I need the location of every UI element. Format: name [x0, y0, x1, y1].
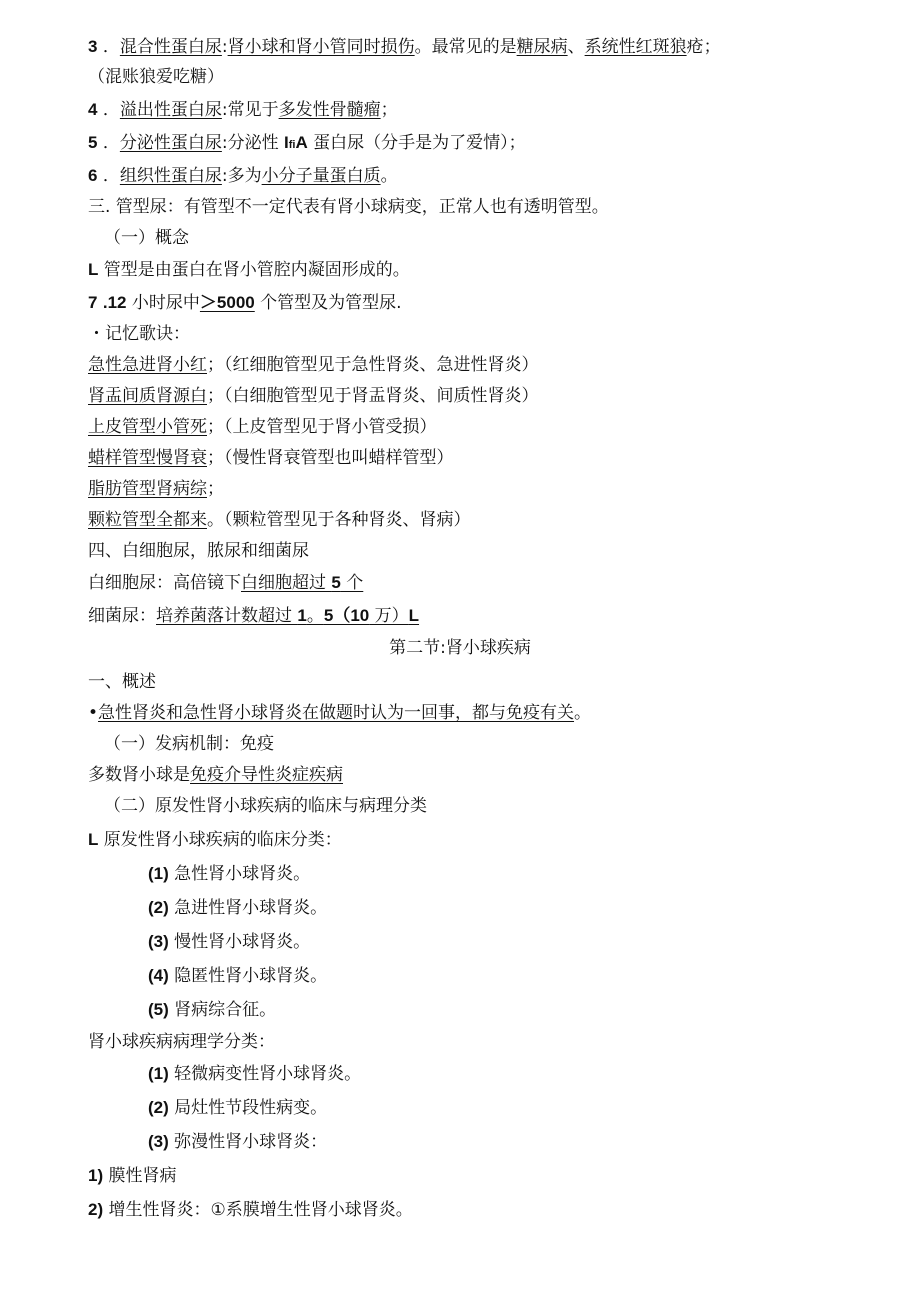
text-segment: fi — [288, 139, 296, 151]
text-segment: 局灶性节段性病变。 — [168, 1098, 328, 1118]
text-segment: 增生性肾炎：①系膜增生性肾小球肾炎。 — [103, 1200, 413, 1220]
text-segment: （一）概念 — [104, 228, 189, 248]
text-segment: ；（白细胞管型见于肾盂肾炎、间质性肾炎） — [207, 386, 539, 406]
text-segment: ； — [380, 100, 398, 120]
text-segment: 多发性骨髓瘤 — [278, 100, 381, 120]
text-segment: 原发性肾小球疾病的临床分类： — [98, 830, 342, 850]
text-line — [88, 36, 880, 58]
text-segment: (1) — [148, 1064, 169, 1083]
text-segment: 急性急进肾小红 — [88, 355, 207, 375]
text-segment: 第二节:肾小球疾病 — [389, 638, 531, 658]
text-segment: 急性肾炎和急性肾小球肾炎在做题时认为一回事，都与免疫有关 — [98, 703, 575, 723]
text-segment: 7 — [88, 293, 98, 312]
text-segment: 5（10 — [323, 606, 370, 625]
text-segment: .12 — [102, 293, 127, 312]
text-segment: 1 — [297, 606, 307, 625]
text-segment: (3) — [148, 1132, 169, 1151]
text-segment: ． — [97, 166, 120, 186]
text-segment: 肾小球和肾小管同时损伤 — [227, 37, 415, 57]
text-segment: 组织性蛋白尿 — [119, 166, 222, 186]
text-segment: 肾小球疾病病理学分类： — [88, 1032, 275, 1052]
text-segment: 培养菌落计数超过 — [156, 606, 298, 626]
text-segment: ． — [97, 133, 120, 153]
text-line — [88, 1031, 880, 1053]
text-segment: 6 — [88, 166, 98, 185]
text-segment: 小分子量蛋白质 — [261, 166, 381, 186]
text-line — [88, 165, 880, 187]
list-item — [148, 931, 880, 953]
text-segment: (1) — [148, 864, 169, 883]
text-segment: (2) — [148, 898, 169, 917]
text-segment: 万） — [369, 606, 409, 626]
text-segment: ． — [97, 37, 120, 57]
text-segment: 隐匿性肾小球肾炎。 — [168, 966, 328, 986]
text-line — [88, 478, 880, 500]
text-segment: 。 — [574, 703, 592, 723]
text-segment: 、 — [567, 37, 585, 57]
text-segment: 一、概述 — [88, 672, 156, 692]
text-line — [88, 323, 880, 345]
text-segment: 糖尿病 — [516, 37, 568, 57]
text-segment: 四、白细胞尿，脓尿和细菌尿 — [88, 541, 309, 561]
text-line — [88, 354, 880, 376]
text-segment: 轻微病变性肾小球肾炎。 — [168, 1064, 362, 1084]
text-segment: 脂肪管型肾病综 — [88, 479, 207, 499]
text-segment: L — [88, 260, 99, 279]
text-segment: ；（上皮管型见于肾小管受损） — [207, 417, 437, 437]
text-segment: A — [295, 133, 308, 152]
text-line — [88, 540, 880, 562]
text-segment: （混账狼爱吃糖） — [88, 67, 224, 87]
text-segment: ；（慢性肾衰管型也叫蜡样管型） — [207, 448, 454, 468]
text-segment: ． — [97, 100, 120, 120]
text-segment: 肾盂间质肾源白 — [88, 386, 207, 406]
text-segment: : — [221, 37, 228, 57]
text-segment: 弥漫性肾小球肾炎： — [168, 1132, 328, 1152]
text-segment: 3 — [88, 37, 98, 56]
list-item — [148, 863, 880, 885]
list-item — [148, 1063, 880, 1085]
text-segment: 。 — [306, 606, 324, 626]
section-heading — [0, 637, 920, 659]
list-item — [148, 897, 880, 919]
text-segment: 蛋白尿（分手是为了爱情）； — [307, 133, 526, 153]
text-segment: • — [88, 703, 99, 723]
text-segment: 4 — [88, 100, 98, 119]
text-segment: L — [88, 830, 99, 849]
text-segment: 。 — [380, 166, 398, 186]
text-segment: 肾病综合征。 — [168, 1000, 277, 1020]
text-segment: 管型是由蛋白在肾小管腔内凝固形成的。 — [98, 260, 410, 280]
text-line — [88, 447, 880, 469]
text-segment: L — [408, 606, 420, 625]
text-segment: 系统性红斑狼 — [584, 37, 687, 57]
text-segment: 免疫介导性炎症疾病 — [190, 765, 343, 785]
list-item — [148, 999, 880, 1021]
text-segment: (3) — [148, 932, 169, 951]
text-segment: 白细胞超过 — [241, 573, 332, 593]
text-line — [88, 66, 880, 88]
list-item — [88, 1199, 880, 1221]
list-item — [148, 1097, 880, 1119]
text-line — [104, 227, 880, 249]
text-segment: 1) — [88, 1166, 104, 1185]
text-line — [88, 829, 880, 851]
text-segment: (2) — [148, 1098, 169, 1117]
text-line — [88, 605, 880, 627]
text-line — [88, 509, 880, 531]
list-item — [88, 1165, 880, 1187]
text-segment: 分泌性蛋白尿 — [119, 133, 222, 153]
text-line — [88, 671, 880, 693]
text-segment: 混合性蛋白尿 — [119, 37, 222, 57]
text-line — [88, 292, 880, 314]
text-line — [88, 196, 880, 218]
text-segment: 急进性肾小球肾炎。 — [168, 898, 328, 918]
text-line — [88, 99, 880, 121]
text-segment: 个管型及为管型尿. — [254, 293, 402, 313]
text-segment: :分泌性 — [221, 133, 285, 153]
text-segment: 膜性肾病 — [103, 1166, 177, 1186]
text-segment: 慢性肾小球肾炎。 — [168, 932, 311, 952]
text-segment: 小时尿中 — [126, 293, 200, 313]
text-segment: :常见于 — [221, 100, 279, 120]
text-line — [104, 733, 880, 755]
text-segment: 蜡样管型慢肾衰 — [88, 448, 207, 468]
text-line — [104, 795, 880, 817]
text-segment: 细菌尿： — [88, 606, 156, 626]
text-segment: 溢出性蛋白尿 — [119, 100, 222, 120]
text-segment: 5 — [88, 133, 98, 152]
text-line — [88, 259, 880, 281]
text-segment: （二）原发性肾小球疾病的临床与病理分类 — [104, 796, 427, 816]
text-line — [88, 385, 880, 407]
text-segment: （一）发病机制：免疫 — [104, 734, 274, 754]
text-line — [88, 764, 880, 786]
text-segment: (5) — [148, 1000, 169, 1019]
text-segment: 上皮管型小管死 — [88, 417, 207, 437]
list-item — [148, 965, 880, 987]
text-segment: 。最常见的是 — [414, 37, 517, 57]
text-segment: (4) — [148, 966, 169, 985]
text-segment: 三. 管型尿：有管型不一定代表有肾小球病变，正常人也有透明管型。 — [88, 197, 609, 217]
text-segment: 颗粒管型全都来 — [88, 510, 207, 530]
text-segment: 疮； — [686, 37, 721, 57]
text-segment: ；（红细胞管型见于急性肾炎、急进性肾炎） — [207, 355, 539, 375]
text-segment: :多为 — [221, 166, 262, 186]
text-line — [88, 132, 880, 156]
text-segment: 。（颗粒管型见于各种肾炎、肾病） — [207, 510, 471, 530]
list-item — [148, 1131, 880, 1153]
text-segment: ＞5000 — [199, 293, 255, 312]
text-line — [88, 416, 880, 438]
text-segment: 急性肾小球肾炎。 — [168, 864, 311, 884]
text-segment: ； — [207, 479, 224, 499]
text-segment: 2) — [88, 1200, 104, 1219]
text-segment: 5 — [331, 573, 341, 592]
text-segment: I — [284, 133, 289, 152]
text-line — [88, 572, 880, 594]
text-segment: 多数肾小球是 — [88, 765, 190, 785]
text-segment: 个 — [340, 573, 364, 593]
text-segment: 白细胞尿：高倍镜下 — [88, 573, 241, 593]
text-line — [88, 702, 880, 724]
text-segment: ・记忆歌诀： — [88, 324, 190, 344]
